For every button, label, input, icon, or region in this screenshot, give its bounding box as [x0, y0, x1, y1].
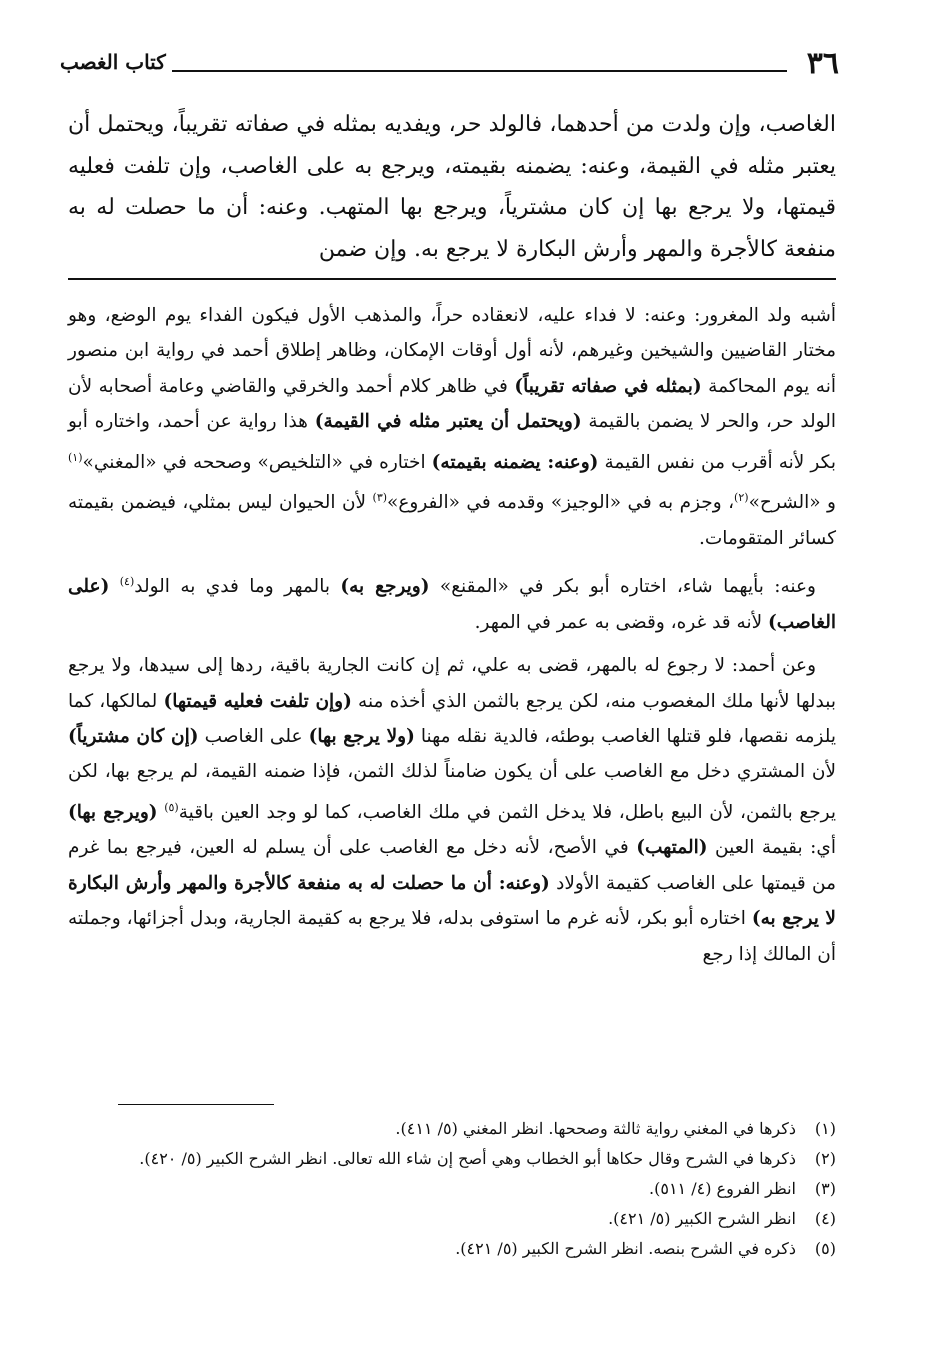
text-run: أي: بقيمة العين	[707, 837, 836, 859]
text-run: هذا رواية عن أحمد، واختاره أبو بكر لأنه أقرب من نفس القيمة	[68, 411, 836, 473]
commentary-paragraph	[68, 648, 836, 972]
footnote-item	[68, 1204, 836, 1234]
footnote-ref: (١)	[68, 450, 83, 464]
quoted-matn: (المتهب)	[636, 837, 708, 859]
main-text	[68, 104, 836, 270]
quoted-matn: (وعنه: أن ما حصلت له به منفعة كالأجرة والمهر وأرش البكارة لا يرجع به)	[68, 872, 836, 930]
text-run: في ظاهر كلام أحمد والخرقي والقاضي وعامة أصحابه لأن الولد حر، والحر لا يضمن بالقيمة	[68, 375, 837, 433]
commentary-paragraph	[68, 298, 836, 556]
footnote-number: (٢)	[814, 1149, 836, 1168]
quoted-matn: (بمثله في صفاته تقريباً)	[514, 375, 702, 397]
footnote-ref: (٣)	[372, 491, 388, 505]
footnote-number: (٤)	[814, 1209, 836, 1228]
footnote-text: ذكره في الشرح بنصه. انظر الشرح الكبير (٥/ ٤٢١).	[455, 1239, 796, 1258]
footnote-item	[68, 1114, 836, 1144]
commentary	[68, 298, 836, 980]
text-run: اختاره أبو بكر، لأنه غرم ما استوفى بدله، فلا يرجع به كقيمة الجارية، وبدل أجزائها، وجملته أن المالك إذا رجع	[68, 908, 836, 965]
footnote-ref: (٥)	[164, 800, 179, 814]
book-title: كتاب الغصب	[60, 50, 166, 74]
quoted-matn: (على الغاصب)	[68, 576, 836, 633]
footnote-number: (١)	[814, 1119, 836, 1138]
text-run: لأنه قد غره، وقضى به عمر في المهر.	[474, 611, 769, 633]
footnote-ref: (٢)	[734, 491, 749, 505]
footnotes	[68, 1114, 836, 1264]
commentary-paragraph	[68, 564, 836, 640]
text-run: في الأصح، لأنه دخل مع الغاصب على أن يسلم له العين، فيرجع بما غرم من قيمتها على الغاصب كقيمة الأولاد	[68, 837, 836, 894]
text-run: وعنه: بأيهما شاء، اختاره أبو بكر في «المقنع»	[429, 576, 816, 598]
text-run: لأن الحيوان ليس بمثلي، فيضمن بقيمته كسائر المتقومات.	[68, 492, 836, 549]
footnote-number: (٣)	[814, 1179, 836, 1198]
footnote-number: (٥)	[814, 1239, 836, 1258]
footnote-divider	[118, 1104, 274, 1105]
text-run: اختاره في «التلخيص» وصححه في «المغني»	[82, 451, 432, 473]
footnote-item	[68, 1234, 836, 1264]
quoted-matn: (وعنه: يضمنه بقيمته)	[431, 451, 599, 473]
footnote-text: انظر الفروع (٤/ ٥١١).	[649, 1179, 796, 1198]
footnote-text: ذكرها في المغني رواية ثالثة وصححها. انظر المغني (٥/ ٤١١).	[395, 1119, 796, 1138]
text-divider	[68, 278, 836, 280]
text-run	[109, 576, 119, 597]
quoted-matn: (ويحتمل أن يعتبر مثله في القيمة)	[314, 411, 582, 433]
header-rule	[172, 70, 787, 72]
text-run: لمالكها، كما يلزمه نقصها، فلو قتلها الغاصب بوطئه، فالدية نقله مهنا	[68, 690, 837, 747]
text-run: أشبه ولد المغرور: وعنه: لا فداء عليه، لانعقاده حراً، والمذهب الأول فيكون الفداء يوم الوضع، وهو مختار القاضيين والشيخين وغيرهم، لأنه أول أوقات الإمكان، وظاهر إطلاق أحمد في رواية ابن منصور أنه يوم المحاكمة	[68, 305, 837, 397]
footnote-item	[68, 1174, 836, 1204]
quoted-matn: (ولا يرجع بها)	[308, 725, 415, 747]
page-header	[60, 44, 839, 84]
quoted-matn: (وإن تلفت فعليه قيمتها)	[163, 690, 352, 712]
footnote-text: ذكرها في الشرح وقال حكاها أبو الخطاب وهي أصح إن شاء الله تعالى. انظر الشرح الكبير (٥/ ٤٢٠).	[139, 1149, 796, 1168]
footnote-item	[68, 1144, 836, 1174]
text-run: لأن المشتري دخل مع الغاصب على أن يكون ضامناً لذلك الثمن، فإذا ضمنه القيمة، لم يرجع بها، لكن يرجع بالثمن، لأن البيع باطل، فلا يدخل الثمن في ملك الغاصب، كما لو وجد العين باقية	[68, 761, 837, 823]
quoted-matn: (ويرجع به)	[340, 576, 430, 598]
quoted-matn: (ويرجع بها)	[68, 801, 158, 823]
footnote-text: انظر الشرح الكبير (٥/ ٤٢١).	[608, 1209, 796, 1228]
quoted-matn: (إن كان مشترياً)	[68, 725, 199, 747]
text-run: الغاصب، وإن ولدت من أحدهما، فالولد حر، ويفديه بمثله في صفاته تقريباً، ويحتمل أن يعتبر مثله في القيمة، وعنه: يضمنه بقيمته، ويرجع به على الغاصب، وإن تلفت فعليه قيمتها، ولا يرجع بها إن كان مشترياً، ويرجع بها المتهب. وعنه: أن ما حصلت له به منفعة كالأجرة والمهر وأرش البكارة لا يرجع به. وإن ضمن	[68, 112, 836, 262]
text-run: بالمهر وما فدي به الولد	[134, 576, 341, 598]
text-run: و «الشرح»	[748, 492, 836, 514]
footnote-ref: (٤)	[119, 575, 135, 589]
text-run: ، وجزم به في «الوجيز» وقدمه في «الفروع»	[387, 492, 735, 514]
text-run: وعن أحمد: لا رجوع له بالمهر، قضى به علي، ثم إن كانت الجارية باقية، ردها إلى سيدها، ولا يرجع ببدلها لأنها ملك المغصوب منه، لكن يرجع بالثمن الذي أخذه منه	[68, 655, 836, 712]
page-number: ٣٦	[806, 46, 839, 81]
text-run: على الغاصب	[198, 725, 309, 747]
